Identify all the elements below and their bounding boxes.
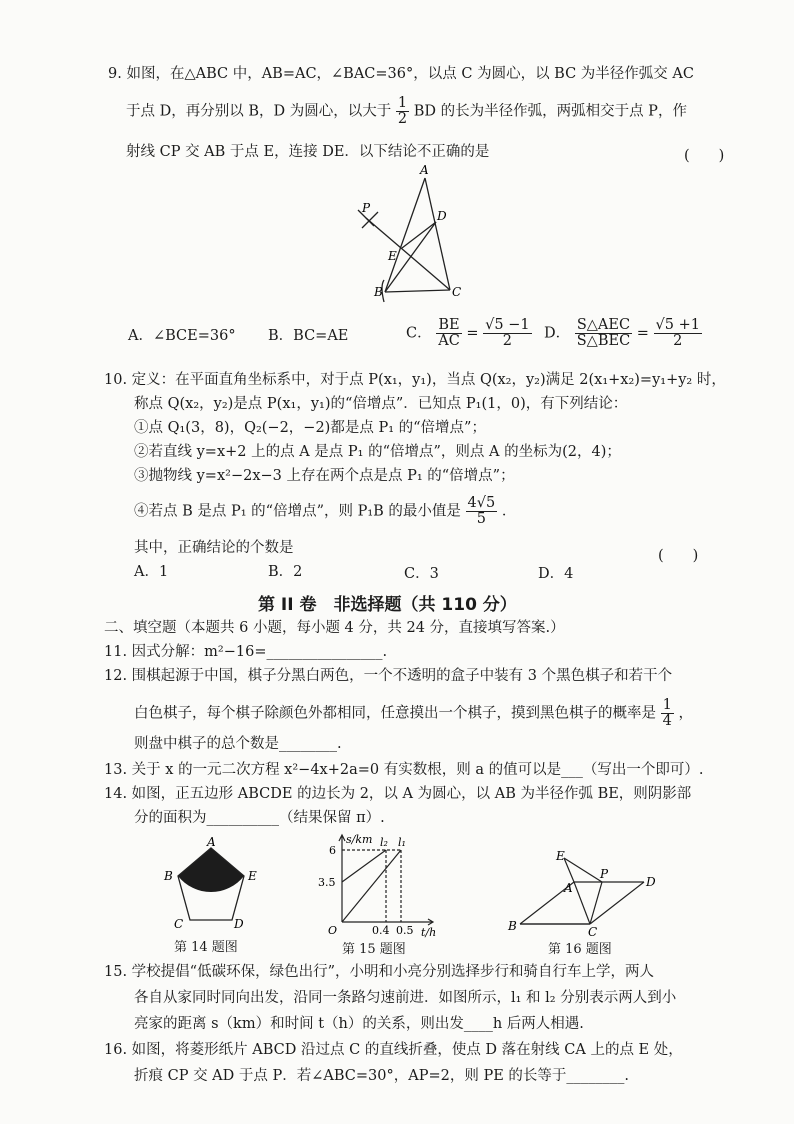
q10-option-b: B．2 [268,564,303,580]
q15-line3: 亮家的距离 s（km）和时间 t（h）的关系，则出发____h 后两人相遇. [134,1016,584,1032]
label-d: D [234,917,244,931]
q9-option-d: D． $\frac{\text{S△AEC}}{\text{S△BEC}}$ = $\frac{√5 +1}{2}$ [544,317,700,350]
q10-option-d: D．4 [538,566,574,582]
q10-statement-4: ④若点 B 是点 P₁ 的“倍增点”，则 P₁B 的最小值是 $\frac{4√5}{5}$ ． [134,495,517,528]
q9-line2b: BD 的长为半径作弧，两弧相交于点 P，作 [413,103,687,120]
shaded-sector [178,848,244,892]
figure-14-caption: 第 14 题图 [174,940,238,955]
tick-3-5: 3.5 [318,876,336,889]
q9-figure [340,162,480,304]
label-d: D [646,875,656,889]
q10-ask: 其中，正确结论的个数是 [134,540,294,556]
q10-statement-2: ②若直线 y=x+2 上的点 A 是点 P₁ 的“倍增点”，则点 A 的坐标为(2，4)； [134,444,621,460]
q11-text: 11. 因式分解：m²−16=________________. [104,644,388,660]
segment-ac [425,178,450,290]
q10-option-a: A．1 [134,564,169,580]
label-e: E [388,249,397,263]
q9-option-c: C． $\frac{BE}{AC}$ = $\frac{√5 -1}{2}$ [406,317,530,350]
segment-de [402,222,436,248]
figure-15-caption: 第 15 题图 [342,942,406,957]
q10-line1: 10. 定义：在平面直角坐标系中，对于点 P(x₁，y₁)，当点 Q(x₂，y₂)满足 2(x₁+x₂)=y₁+y₂ 时， [104,372,726,388]
q9-answer-paren: ( ) [684,148,725,164]
origin-label: O [328,924,338,937]
ray-cp [366,218,450,290]
q9-option-a: A．∠BCE=36° [128,328,236,344]
segment-ca [574,882,590,924]
q9-half-fraction: $\frac{1}{2}$ [397,95,408,128]
q9-line1: 9. 如图，在△ABC 中，AB=AC，∠BAC=36°，以点 C 为圆心，以 BC 为半径作弧交 AC [108,66,694,82]
label-e: E [248,869,257,883]
q9-line3: 射线 CP 交 AB 于点 E，连接 DE．以下结论不正确的是 [126,144,490,160]
q16-line2: 折痕 CP 交 AD 于点 P．若∠ABC=30°，AP=2，则 PE 的长等于________. [134,1068,630,1084]
label-b: B [508,919,517,933]
label-a: A [207,836,216,849]
label-a: A [420,163,429,177]
tick-0-5: 0.5 [396,924,414,937]
tick-6: 6 [329,844,336,857]
q9-line2 [126,96,687,127]
q10-option-c: C．3 [404,566,439,582]
q12-line2: 白色棋子，每个棋子除颜色外都相同，任意摸出一个棋子，摸到黑色棋子的概率是 $\frac{1}{4}$ ， [134,697,693,730]
segment-cd [590,882,644,924]
label-a: A [564,881,573,895]
s-axis-label: s/km [346,833,373,846]
figure-16-caption: 第 16 题图 [548,942,612,957]
q12-line1: 12. 围棋起源于中国，棋子分黑白两色，一个不透明的盒子中装有 3 个黑色棋子和若干个 [104,668,673,684]
label-p: P [600,867,609,881]
label-c: C [588,925,598,936]
q16-line1: 16. 如图，将菱形纸片 ABCD 沿过点 C 的直线折叠，使点 D 落在射线 CA 上的点 E 处， [104,1042,683,1058]
q10-statement-3: ③抛物线 y=x²−2x−3 上存在两个点是点 P₁ 的“倍增点”； [134,468,515,484]
label-l1: l₁ [398,836,406,849]
section-2-subheading: 二、填空题（本题共 6 小题，每小题 4 分，共 24 分，直接填写答案.） [104,620,565,636]
q9-option-b: B．BC=AE [268,328,349,344]
q12-line3: 则盘中棋子的总个数是________. [134,736,342,752]
q9-line2a: 于点 D，再分别以 B，D 为圆心，以大于 [126,103,392,120]
label-e: E [556,849,565,863]
tick-0-4: 0.4 [372,924,390,937]
q15-line2: 各自从家同时同向出发，沿同一条路匀速前进．如图所示，l₁ 和 l₂ 分别表示两人到小 [134,990,677,1006]
q13-text: 13. 关于 x 的一元二次方程 x²−4x+2a=0 有实数根，则 a 的值可以是___（写出一个即可）. [104,762,704,778]
q10-line2: 称点 Q(x₂，y₂)是点 P(x₁，y₁)的“倍增点”．已知点 P₁(1，0)，有下列结论： [134,396,628,412]
figure-15-graph [314,832,440,938]
label-c: C [174,917,184,931]
figure-14-pentagon [156,836,266,936]
q10-answer-paren: ( ) [658,548,699,564]
q14-line1: 14. 如图，正五边形 ABCDE 的边长为 2，以 A 为圆心，以 AB 为半径作弧 BE，则阴影部 [104,786,692,802]
segment-bc [385,290,450,292]
section-2-heading: 第 II 卷 非选择题（共 110 分） [258,595,517,615]
q15-line1: 15. 学校提倡“低碳环保，绿色出行”，小明和小亮分别选择步行和骑自行车上学，两人 [104,964,654,980]
label-b: B [374,285,383,299]
figure-16-rhombus [502,846,662,936]
label-b: B [164,869,173,883]
fold-line-cp [590,882,602,924]
label-c: C [452,285,462,299]
segment-ep [564,858,602,882]
label-l2: l₂ [380,836,388,849]
label-d: D [437,209,447,223]
q10-statement-1: ①点 Q₁(3，8)，Q₂(−2，−2)都是点 P₁ 的“倍增点”； [134,420,486,436]
label-p: P [362,201,371,215]
q14-line2: 分的面积为__________（结果保留 π）. [134,810,385,826]
t-axis-label: t/h [421,926,437,938]
